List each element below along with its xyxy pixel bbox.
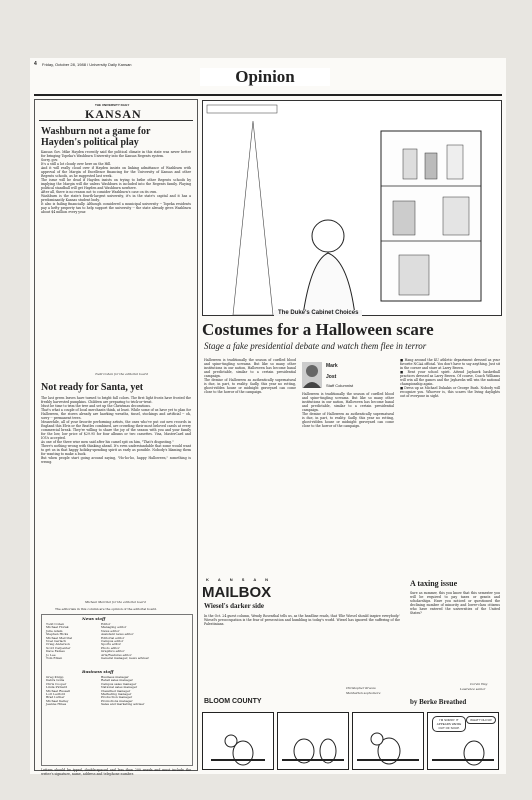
masthead-small: THE UNIVERSITY DAILY	[95, 103, 130, 107]
staff-name: Brad Luther	[46, 695, 65, 700]
staff-role: Marketing manager	[100, 692, 132, 696]
staff-role: Retail sales manager	[100, 678, 133, 683]
staff-row	[46, 657, 186, 660]
staff-role: Managing editor	[100, 625, 127, 630]
staff-role: Sports editor	[100, 642, 121, 647]
comic-byline: by Berke Breathed	[410, 698, 467, 706]
comic-title: BLOOM COUNTY	[204, 698, 262, 705]
masthead: KANSAN	[85, 107, 142, 121]
staff-role: Graphics editor	[100, 649, 125, 654]
staff-name: Dave Eames	[46, 649, 65, 654]
mailbox-title: MAILBOX	[202, 584, 272, 601]
column-body-left: Halloween is traditionally the season of curdled blood and spine-tingling screams. But like so many other institutions in our nation, Halloween has become banal and predictable, similar to a certain presidential campaign. The demise of Halloween as authentically supernatural is due, in part, to reality. Sadly, this year no rotting, ghost-ridden house or midnight graveyard can come close to the horror of the campaign.	[204, 358, 296, 394]
staff-role: Assistant news editor	[100, 632, 134, 637]
editorial-2-body: The last green leaves have turned to bright fall colors. The first light frosts have frosted the freshly harvested pumpkins. Children are preparing to trick-or-treat. Must be time to trim the tree and set up the Christmas decorations. That's what a couple of local merchants think, at least. While some of us have yet to plan for Halloween, the stores already are hawking wreaths, tinsel, stockings and artificial -- oh, sorry -- permanent trees. Meanwhile, all of your favorite performing artists, the ones who've put out new records in England this Elvis or the Beatles combined, are crowding their most beloved carols at every commercial break. They're willing to share the joy of the season with you and your family for the low, low price of $29.95 for four albums or two cassettes. Visa, MasterCard and IOUs accepted. As one of the three wise men said after his camel spit on him, "That's disgusting." There's nothing wrong with thinking ahead. It's even understandable that some would want to get us in that happy holiday-spending spirit as early as possible. Nobody's blaming them for wanting to make a buck. But when people start going around saying, "Ho-ho-ho, happy Halloween," something is wrong.	[41, 396, 191, 464]
staff-name: Michael Mercital	[46, 635, 72, 640]
taxing-signature-2: Lawrence senior	[460, 687, 486, 691]
comic-panel-1	[202, 712, 274, 770]
author-box	[302, 362, 358, 390]
staff-role: Business manager	[100, 675, 129, 679]
date-line: Friday, October 28, 1988 / University Daily Kansan	[42, 62, 132, 67]
editorial-1-title: Washburn not a game for Hayden's political play	[41, 126, 151, 148]
staff-role: Classified manager	[100, 688, 131, 693]
header-rule	[34, 94, 502, 96]
editorial-1-signature: Todd Cohen for the editorial board	[95, 372, 148, 376]
staff-name: Stephen Hicks	[46, 632, 69, 637]
editorial-column: THE UNIVERSITY DAILY KANSAN Washburn not a game for Hayden's political play Kansas Gov. Mike Hayden recently said the political climate in this state was never better for bringing Topeka's Washburn University into the Kansas Regents system. Sorry, gov. It's a still a lot cloudy over here on the Hill. And it will really cloud over if Hayden insists on linking admittance of Washburn with approval of the Margin of Excellence financing for the University of Kansas and other Regents schools, as he suggested last week. The issue will be dead if Hayden insists on trying to bribe other Regents schools by implying the Margin will die unless Washburn is included into the Regents family. Playing political standball will get Hayden and Washburn nowhere. After all, there is no reason not to consider Washburn's case on its own. Washburn is the state's fourth-largest university, it's in the state's capital and it has a predominantly Kansas student body. It also is failing financially. Although considered a municipal university -- Topeka residents pay a hefty property tax to help support the university -- the state already gives Washburn about $4 million every year. Todd Cohen for the editorial board Not ready for Santa, yet The last green leaves have turned to bright fall colors. The first light frosts have frosted the freshly harvested pumpkins. Children are preparing to trick-or-treat. Must be time to trim the tree and set up the Christmas decorations. That's what a couple of local merchants think, at least. While some of us have yet to plan for Halloween, the stores already are hawking wreaths, tinsel, stockings and artificial -- oh, sorry -- permanent trees. Meanwhile, all of your favorite performing artists, the ones who've put out new records in England this Elvis or the Beatles combined, are crowding their most beloved carols at every commercial break. They're willing to share the joy of the season with you and your family for the low, low price of $29.95 for four albums or two cassettes. Visa, MasterCard and IOUs accepted. As one of the three wise men said after his camel spit on him, "That's disgusting." There's nothing wrong with thinking ahead. It's even understandable that some would want to get us in that happy holiday-spending spirit as early as possible. Nobody's blaming them for wanting to make a buck. But when people start going around saying, "Ho-ho-ho, happy Halloween," something is wrong. Michael Mercital for the editorial board The editorials in this column are the opinion of the editorial board. News staff Todd Cohen Editor Michael Horak Managing editor Julie Adam News editor Stephen Hicks Assistant news editor Michael Mercital Editorial editor Noel Gerlach Campus editor Craig Anderson Sports editor Scott Carpenter Photo editor Dave Eames Graphics editor Jo Lee Arts/Features editor Tom Eblen General manager, news adviser Business staff Greg Knipp Business manager Debra Golia Retail sales manager Chris Cooper Campus sales manager Linda Pickard National sales manager Michael Russell Classified manager Lori Ledford Marketing manager Brad Luther Production manager Michael Kelley Promotions manager Jeanne Hines Sales and marketing adviser Letters should be typed, double-spaced and less than 200 words and must include the writer's signature, name, address and telephone number.	[34, 99, 198, 771]
page-header	[30, 58, 506, 98]
staff-name: Tom Eblen	[46, 656, 63, 660]
staff-name: Lori Ledford	[46, 692, 66, 696]
staff-role: Editor	[100, 622, 111, 626]
comic-panel-3	[352, 712, 424, 770]
author-last: Jost	[326, 374, 337, 380]
author-role: Staff Columnist	[326, 383, 354, 388]
staff-role: Arts/Features editor	[100, 652, 132, 657]
staff-role: National sales manager	[100, 685, 138, 690]
staff-name: Debra Golia	[46, 678, 65, 683]
taxing-signature: Corvin Way	[470, 682, 488, 686]
editorial-note: The editorials in this column are the opinion of the editorial board.	[55, 607, 157, 611]
letter-title: Wiesel's darker side	[204, 602, 265, 610]
taxing-body: Sure as summer, this you know that this semester you will be required to pay taxes or grants and scholarships. Have you noticed or questioned the declining number of minority and lower-class citizens who have entered the universities of the United States?	[410, 591, 502, 615]
staff-name: Jo Lee	[46, 652, 56, 657]
staff-name: Greg Knipp	[46, 675, 64, 679]
letter-signature-2: Manhattan sophomore	[346, 691, 381, 695]
cartoon-drawing	[203, 101, 501, 315]
staff-role: Promotions manager	[100, 698, 133, 703]
section-title: Opinion	[200, 68, 330, 86]
staff-role: Campus editor	[100, 639, 124, 643]
staff-role: News editor	[100, 628, 120, 633]
author-first: Mark	[326, 363, 338, 369]
staff-role: Editorial editor	[100, 635, 125, 640]
comic-strip	[202, 704, 500, 770]
staff-role: Photo editor	[100, 645, 120, 650]
staff-role: Sales and marketing adviser	[100, 702, 145, 707]
page-number: 4	[34, 61, 37, 67]
author-photo	[302, 362, 322, 388]
editorial-2-title: Not ready for Santa, yet	[41, 382, 144, 393]
staff-name: Jeanne Hines	[46, 702, 67, 707]
staff-name: Noel Gerlach	[46, 639, 67, 643]
staff-name: Michael Kelley	[46, 698, 69, 703]
staff-name: Julie Adam	[46, 628, 63, 633]
comic-panel-4	[427, 712, 499, 770]
staff-name: Michael Russell	[46, 688, 71, 693]
comic-panel-2	[277, 712, 349, 770]
comic-bubble-1: I'M SORRY. IT APPEARS WE'RE OUT OF SOUP.	[432, 716, 466, 732]
staff-name: Linda Pickard	[46, 685, 68, 690]
column-body-right: ■ Hang around the KU athletic department dressed as your favorite NCAA official. You don't have to say anything. Just sit in the corner and stare at Larry Brown. ■ Rent your school spirit. Attend Jayhawk basketball practices dressed as Larry Brown. Of course, Coach Williams will win all the games and the Jayhawks will win the national championship again. ■ Dress up as Michael Dukakis or George Bush. Nobody will recognize you. Whoever is, this scares the living daylights out of everyone in sight.	[400, 358, 500, 398]
mailbox-letters: K A N S A N	[206, 577, 273, 582]
staff-name: Scott Carpenter	[46, 645, 71, 650]
letter-body: In the Oct. 24 guest column, Wendy Rosenthal tells us, as the headline reads, that 'Elie Wiesel should inspire everybody.' Wiesel's preoccupation is the fear of persecution and humbling in today's world. Wiesel has ignored the suffering of the Palestinians.	[204, 614, 402, 626]
staff-role: Campus sales manager	[100, 681, 137, 686]
news-staff-heading: News staff	[82, 616, 106, 621]
column-body-middle: Halloween is traditionally the season of curdled blood and spine-tingling screams. But like so many other institutions in our nation, Halloween has become banal and predictable, similar to a certain presidential campaign. The demise of Halloween as authentically supernatural is due, in part, to reality. Sadly, this year no rotting, ghost-ridden house or midnight graveyard can come close to the horror of the campaign.	[302, 392, 394, 428]
cartoon-caption: The Duke's Cabinet Choices	[274, 310, 362, 316]
taxing-title: A taxing issue	[410, 579, 458, 588]
editorial-cartoon	[202, 100, 502, 316]
staff-name: Todd Cohen	[46, 622, 65, 626]
staff-box	[41, 614, 193, 766]
editorial-1-body: Kansas Gov. Mike Hayden recently said the political climate in this state was never better for bringing Topeka's Washburn University into the Kansas Regents system. Sorry, gov. It's a still a lot cloudy over here on the Hill. And it will really cloud over if Hayden insists on linking admittance of Washburn with approval of the Margin of Excellence financing for the University of Kansas and other Regents schools, as he suggested last week. The issue will be dead if Hayden insists on trying to bribe other Regents schools by implying the Margin will die unless Washburn is included into the Regents family. Playing political standball will get Hayden and Washburn nowhere. After all, there is no reason not to consider Washburn's case on its own. Washburn is the state's fourth-largest university, it's in the state's capital and it has a predominantly Kansas student body. It also is failing financially. Although considered a municipal university -- Topeka residents pay a hefty property tax to help support the university -- the state already gives Washburn about $4 million every year.	[41, 150, 191, 214]
editorial-2-signature: Michael Mercital for the editorial board	[85, 600, 146, 604]
comic-bubble-2: WHAT? OH NO!	[466, 716, 496, 724]
staff-name: Michael Horak	[46, 625, 69, 630]
business-staff-heading: Business staff	[82, 669, 114, 674]
staff-row	[46, 703, 186, 706]
staff-role: Production manager	[100, 695, 133, 700]
staff-role: General manager, news adviser	[100, 656, 149, 660]
staff-name: Chris Cooper	[46, 681, 67, 686]
newspaper-page	[30, 58, 506, 774]
letter-signature: Christopher Kraces	[346, 686, 376, 690]
column-subtitle: Stage a fake presidential debate and watch them flee in terror	[204, 341, 427, 351]
column-title: Costumes for a Halloween scare	[202, 320, 434, 339]
masthead-rule	[39, 120, 193, 121]
staff-name: Craig Anderson	[46, 642, 70, 647]
